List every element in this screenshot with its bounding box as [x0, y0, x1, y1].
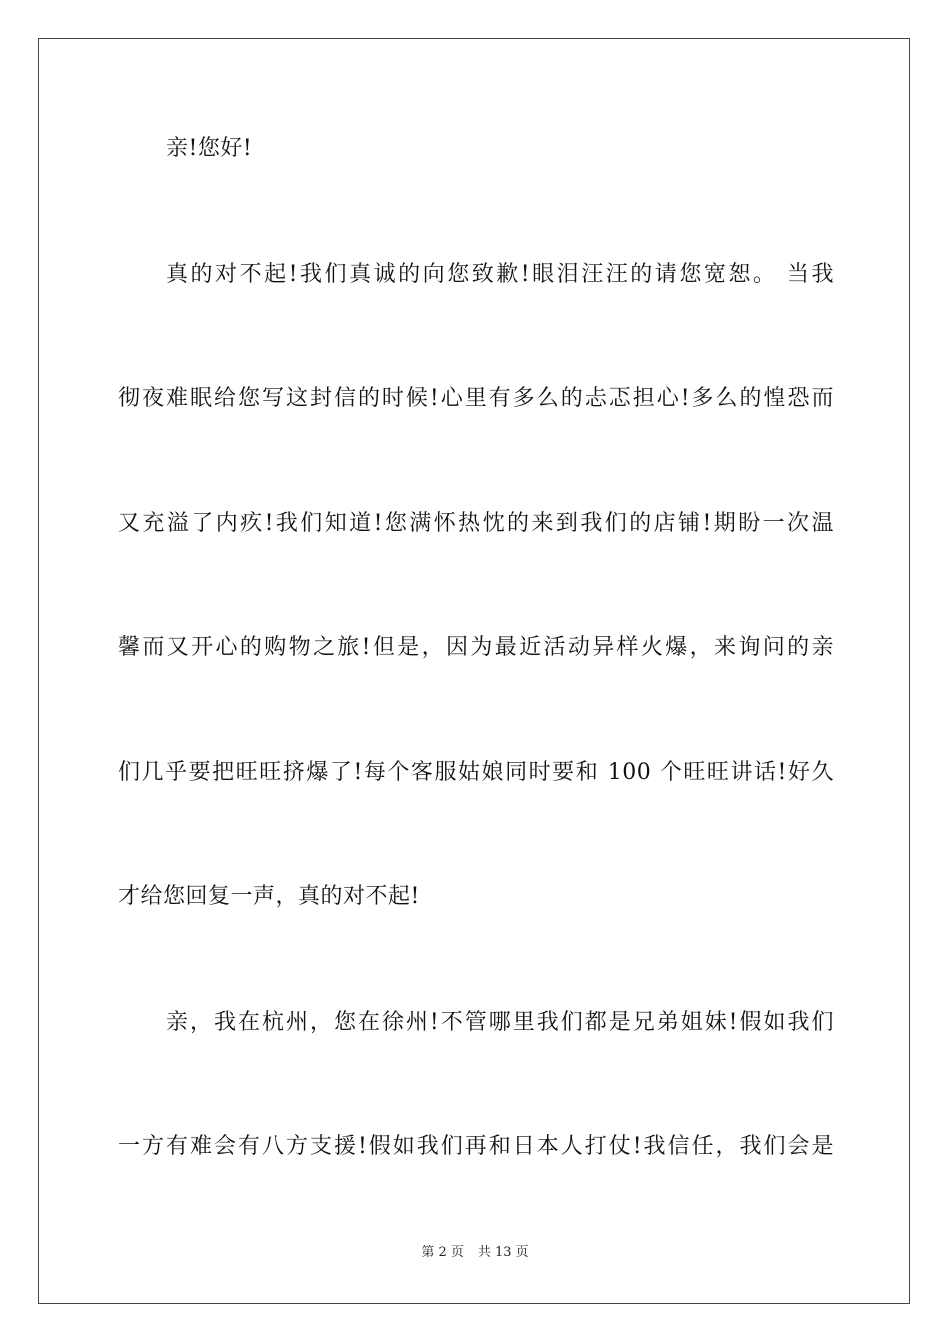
paragraph-line: 才给您回复一声，真的对不起!: [118, 884, 420, 909]
page-border: [38, 38, 910, 1304]
paragraph-line: 真的对不起!我们真诚的向您致歉!眼泪汪汪的请您宽恕。 当我: [166, 262, 834, 287]
paragraph-line: 又充溢了内疚!我们知道!您满怀热忱的来到我们的店铺!期盼一次温: [118, 511, 834, 536]
paragraph-line: 一方有难会有八方支援!假如我们再和日本人打仗!我信任，我们会是: [118, 1134, 834, 1159]
page-footer: [0, 1244, 950, 1262]
paragraph-line: 亲，我在杭州，您在徐州!不管哪里我们都是兄弟姐妹!假如我们: [166, 1010, 834, 1035]
paragraph-line: 彻夜难眠给您写这封信的时候!心里有多么的忐忑担心!多么的惶恐而: [118, 386, 834, 411]
page-total: 共 13 页: [477, 1245, 529, 1260]
paragraph-line: 馨而又开心的购物之旅!但是，因为最近活动异样火爆，来询问的亲: [118, 635, 834, 660]
paragraph-line: 们几乎要把旺旺挤爆了!每个客服姑娘同时要和 100 个旺旺讲话!好久: [118, 760, 834, 785]
greeting-line: 亲!您好!: [166, 136, 253, 161]
page-number: 第 2 页: [421, 1245, 464, 1260]
